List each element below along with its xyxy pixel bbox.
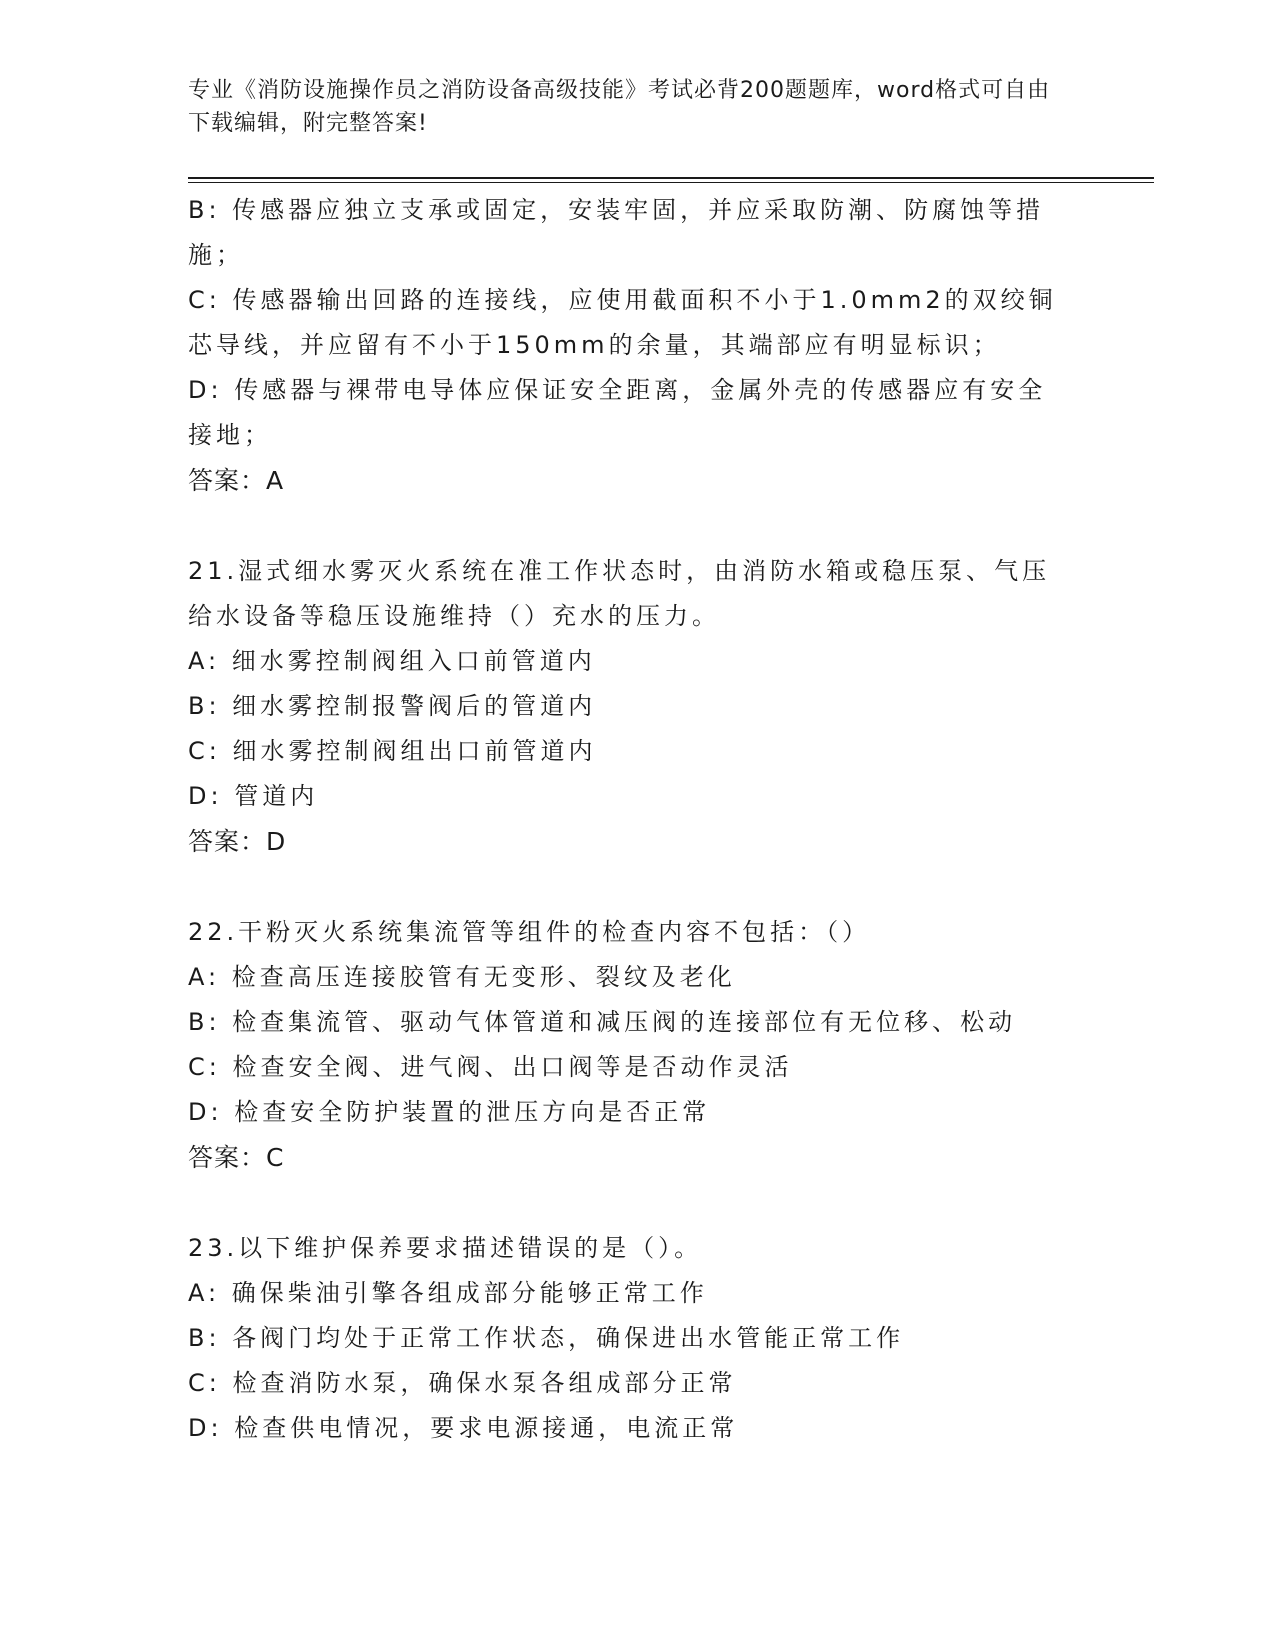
option-line: D: 传感器与裸带电导体应保证安全距离，金属外壳的传感器应有安全: [188, 376, 1047, 404]
question-23: [188, 1226, 1088, 1451]
spacer: [188, 1180, 1088, 1226]
document-body: [188, 188, 1088, 1451]
option-line: 接地；: [188, 421, 272, 449]
option-line: C: 传感器输出回路的连接线，应使用截面积不小于1.0mm2的双绞铜: [188, 286, 1057, 314]
option-d: D: 检查供电情况，要求电源接通，电流正常: [188, 1414, 739, 1442]
answer-line: 答案：D: [188, 827, 287, 856]
option-d: D: 管道内: [188, 782, 319, 810]
option-c: C: 检查安全阀、进气阀、出口阀等是否动作灵活: [188, 1053, 793, 1081]
question-stem: 给水设备等稳压设施维持（）充水的压力。: [188, 602, 720, 630]
option-line: 施；: [188, 241, 244, 269]
option-d: D: 检查安全防护装置的泄压方向是否正常: [188, 1098, 711, 1126]
option-a: A: 检查高压连接胶管有无变形、裂纹及老化: [188, 963, 736, 991]
question-stem: 23.以下维护保养要求描述错误的是（）。: [188, 1234, 703, 1262]
header-rule-thin: [188, 182, 1154, 183]
answer-line: 答案：C: [188, 1143, 285, 1172]
option-c: C: 细水雾控制阀组出口前管道内: [188, 737, 597, 765]
option-b: B: 检查集流管、驱动气体管道和减压阀的连接部位有无位移、松动: [188, 1008, 1017, 1036]
option-c: C: 检查消防水泵，确保水泵各组成部分正常: [188, 1369, 737, 1397]
spacer: [188, 864, 1088, 910]
question-stem: 22.干粉灭火系统集流管等组件的检查内容不包括：（）: [188, 918, 871, 946]
option-a: A: 确保柴油引擎各组成部分能够正常工作: [188, 1279, 708, 1307]
header-rule-thick: [188, 177, 1154, 179]
option-line: B: 传感器应独立支承或固定，安装牢固，并应采取防潮、防腐蚀等措: [188, 196, 1045, 224]
question-20-continuation: [188, 188, 1088, 503]
option-line: 芯导线，并应留有不小于150mm的余量，其端部应有明显标识；: [188, 331, 1001, 359]
spacer: [188, 503, 1088, 549]
option-b: B: 细水雾控制报警阀后的管道内: [188, 692, 597, 720]
answer-line: 答案：A: [188, 466, 285, 495]
option-a: A: 细水雾控制阀组入口前管道内: [188, 647, 596, 675]
question-22: [188, 910, 1088, 1180]
question-21: [188, 549, 1088, 864]
document-header: 专业《消防设施操作员之消防设备高级技能》考试必背200题题库，word格式可自由下载编辑，附完整答案!: [188, 78, 1051, 136]
option-b: B: 各阀门均处于正常工作状态，确保进出水管能正常工作: [188, 1324, 905, 1352]
question-stem: 21.湿式细水雾灭火系统在准工作状态时，由消防水箱或稳压泵、气压: [188, 557, 1051, 585]
